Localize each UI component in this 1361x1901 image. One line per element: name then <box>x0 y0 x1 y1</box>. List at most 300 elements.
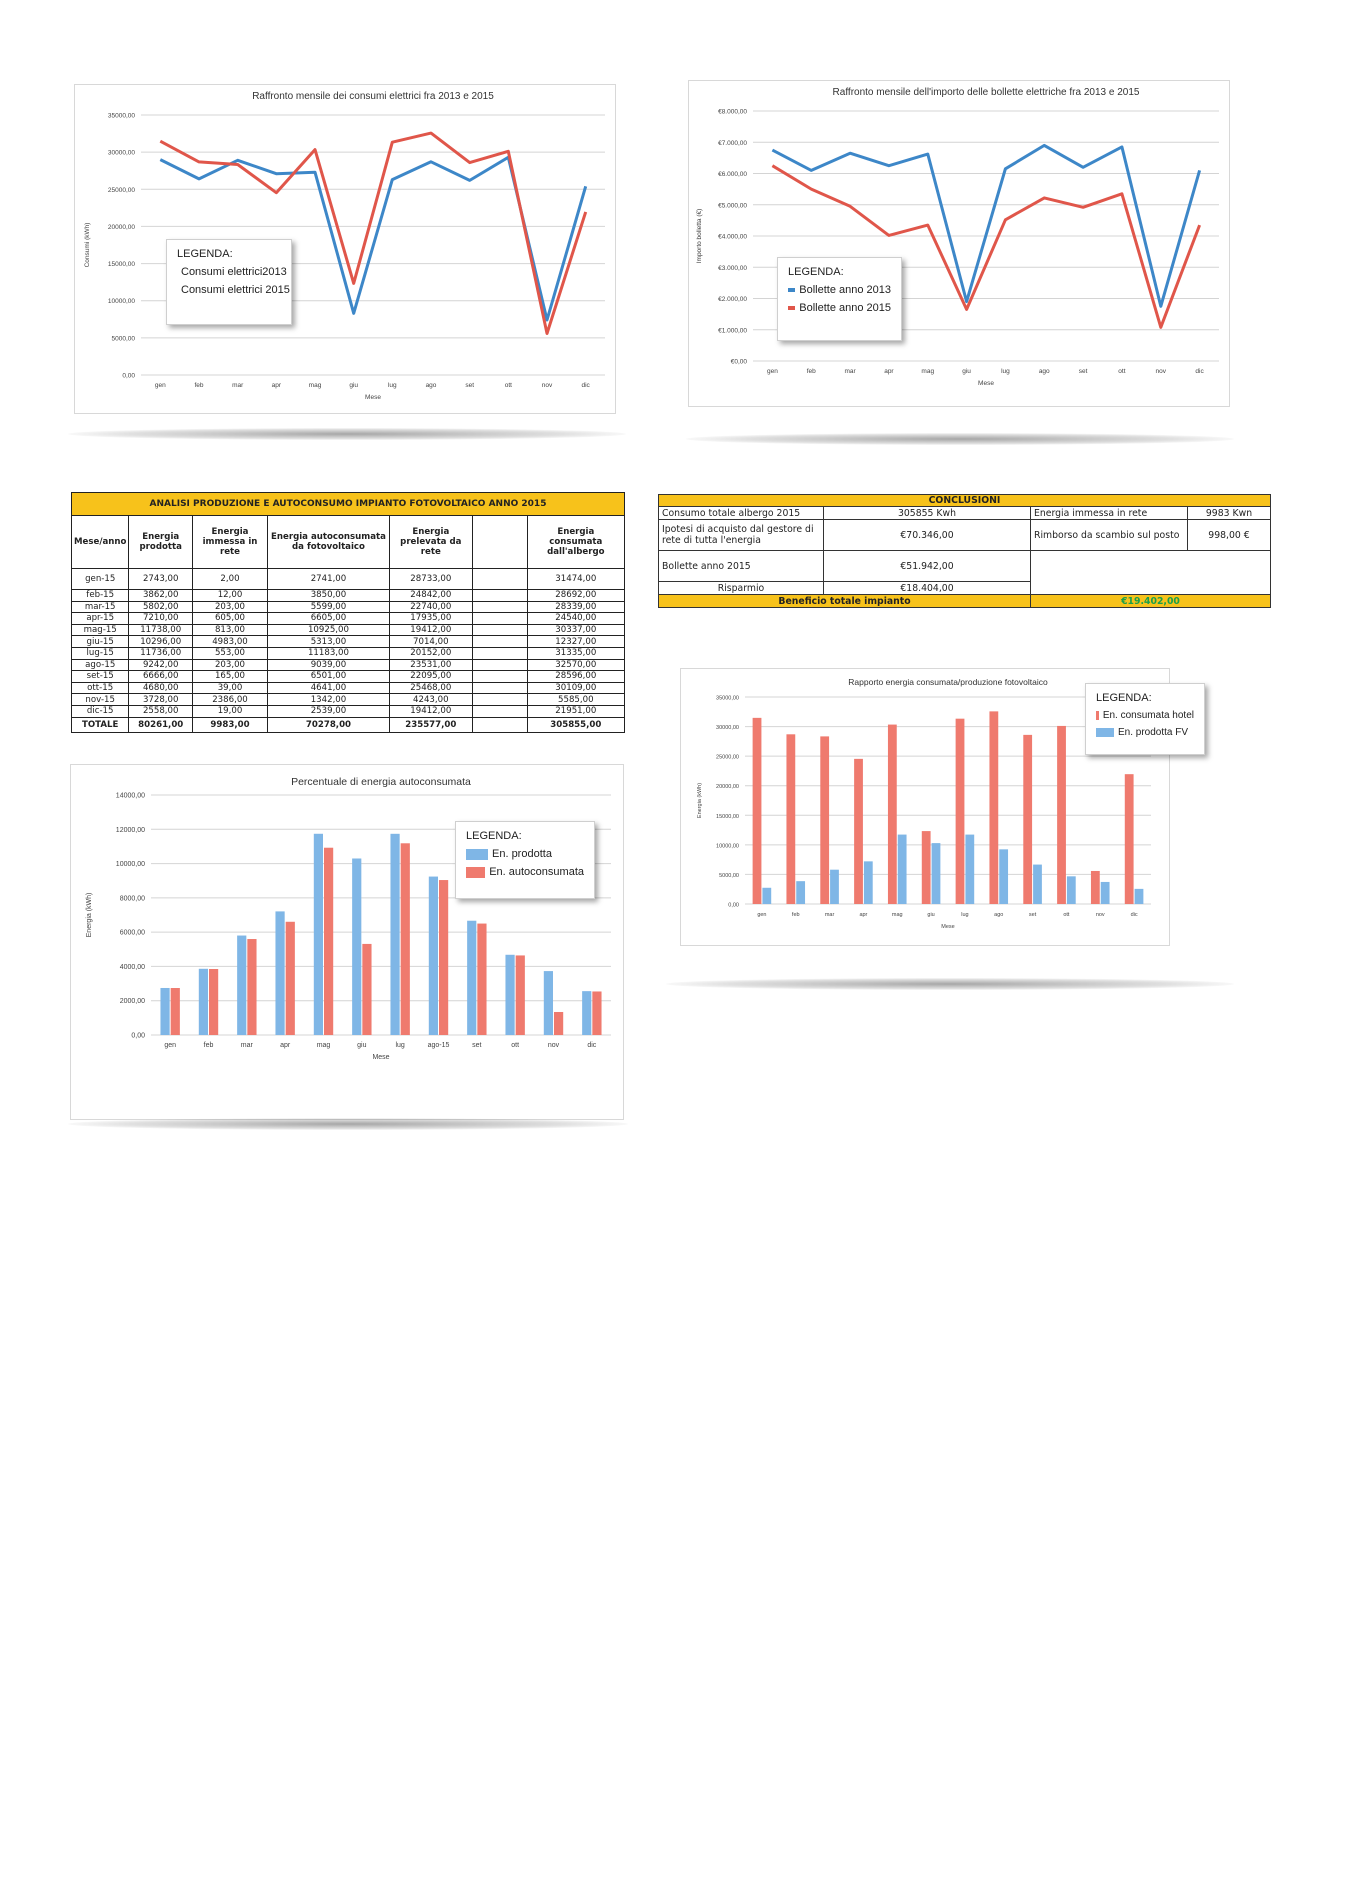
y-tick-label: 6000,00 <box>119 929 145 937</box>
risparmio-label: Risparmio <box>659 582 824 595</box>
immessa-label: Energia immessa in rete <box>1031 507 1188 520</box>
table-cell <box>472 682 527 694</box>
table-row <box>72 613 625 625</box>
chart-title: Rapporto energia consumata/produzione fotovoltaico <box>848 677 1048 687</box>
table-cell: 4243,00 <box>389 694 472 706</box>
table-cell: 2558,00 <box>129 705 193 717</box>
table-cell: 7014,00 <box>389 636 472 648</box>
table-total-cell <box>472 717 527 732</box>
chart-consumi-panel <box>74 84 616 414</box>
table-cell: 813,00 <box>193 624 268 636</box>
table-cell: 7210,00 <box>129 613 193 625</box>
table-cell: 3728,00 <box>129 694 193 706</box>
table-cell <box>472 569 527 590</box>
x-tick-label: gen <box>757 912 767 918</box>
table-row <box>72 601 625 613</box>
x-tick-label: mag <box>308 382 322 389</box>
y-tick-label: 2000,00 <box>119 998 145 1006</box>
table-row <box>72 647 625 659</box>
y-tick-label: 10000,00 <box>107 298 135 306</box>
chart-autoconsumo <box>71 765 623 1119</box>
table-row <box>72 569 625 590</box>
y-tick-label: 25000,00 <box>716 754 739 761</box>
x-tick-label: gen <box>154 382 166 389</box>
y-tick-label: 14000,00 <box>115 792 145 800</box>
table-cell: 4680,00 <box>129 682 193 694</box>
bar-2 <box>554 1012 563 1035</box>
table-cell: 39,00 <box>193 682 268 694</box>
table-total-cell: 9983,00 <box>193 717 268 732</box>
table-cell: 9242,00 <box>129 659 193 671</box>
table-title: ANALISI PRODUZIONE E AUTOCONSUMO IMPIANTO FOTOVOLTAICO ANNO 2015 <box>72 493 625 516</box>
y-tick-label: 12000,00 <box>115 826 145 834</box>
bar-2 <box>362 944 371 1035</box>
table-cell: 19,00 <box>193 705 268 717</box>
table-header-cell: Energia prelevata da rete <box>389 516 472 569</box>
pv-analysis-table <box>71 492 625 733</box>
table-cell <box>472 590 527 602</box>
table-cell: 1342,00 <box>267 694 389 706</box>
y-tick-label: 25000,00 <box>107 186 135 194</box>
y-axis-label: Energia (kWh) <box>86 892 93 938</box>
x-tick-label: nov <box>1155 368 1166 375</box>
consumo-value: 305855 Kwh <box>824 507 1031 520</box>
bar-1 <box>237 936 246 1035</box>
beneficio-label: Beneficio totale impianto <box>659 595 1031 608</box>
chart-consumi-legend <box>166 239 292 325</box>
table-cell: 11738,00 <box>129 624 193 636</box>
x-tick-label: set <box>1028 912 1037 918</box>
table-total-cell: TOTALE <box>72 717 129 732</box>
x-tick-label: mar <box>844 368 856 375</box>
table-cell: set-15 <box>72 671 129 683</box>
x-tick-label: dic <box>1130 912 1138 918</box>
y-tick-label: 0,00 <box>131 1032 145 1040</box>
table-cell: 5599,00 <box>267 601 389 613</box>
y-tick-label: €8.000,00 <box>718 108 747 116</box>
bar-2 <box>1135 889 1144 904</box>
y-tick-label: 0,00 <box>728 902 739 909</box>
table-cell <box>472 613 527 625</box>
bollette-label: Bollette anno 2015 <box>659 551 824 582</box>
table-cell: 2743,00 <box>129 569 193 590</box>
beneficio-value: €19.402,00 <box>1031 595 1271 608</box>
bar-2 <box>1033 865 1042 904</box>
y-tick-label: €6.000,00 <box>718 171 747 178</box>
legend-title: LEGENDA: <box>466 830 522 842</box>
panel-shadow <box>686 433 1234 445</box>
x-tick-label: ago-15 <box>427 1042 450 1049</box>
bar-2 <box>999 849 1008 904</box>
y-tick-label: €4.000,00 <box>718 233 747 241</box>
table-cell: 30109,00 <box>527 682 624 694</box>
table-header-cell: Energia immessa in rete <box>193 516 268 569</box>
x-tick-label: mar <box>824 912 835 918</box>
x-axis-label: Mese <box>365 394 381 401</box>
table-cell: 3862,00 <box>129 590 193 602</box>
table-cell: 203,00 <box>193 601 268 613</box>
legend-item-autoconsumata: En. autoconsumata <box>466 866 584 878</box>
x-tick-label: ott <box>504 382 512 389</box>
bollette-value: €51.942,00 <box>824 551 1031 582</box>
panel-shadow <box>68 1118 628 1130</box>
y-tick-label: €2.000,00 <box>718 296 747 303</box>
table-cell: 10296,00 <box>129 636 193 648</box>
chart-bollette-legend <box>777 257 902 341</box>
bar-1 <box>1023 735 1032 904</box>
x-tick-label: ago <box>425 382 437 389</box>
bar-1 <box>275 911 284 1035</box>
bar-1 <box>505 955 514 1035</box>
table-cell: mar-15 <box>72 601 129 613</box>
table-cell: 11736,00 <box>129 647 193 659</box>
panel-shadow <box>68 428 626 440</box>
x-tick-label: ago <box>1038 368 1050 375</box>
table-cell: 17935,00 <box>389 613 472 625</box>
bar-2 <box>762 888 771 904</box>
table-cell: 12327,00 <box>527 636 624 648</box>
table-cell: 5802,00 <box>129 601 193 613</box>
x-tick-label: nov <box>1095 912 1105 918</box>
chart-autoconsumo-legend <box>455 821 595 899</box>
bar-2 <box>247 939 256 1035</box>
x-tick-label: dic <box>581 382 590 389</box>
bar-1 <box>1057 726 1066 904</box>
table-total-cell: 70278,00 <box>267 717 389 732</box>
legend-item-2013: Bollette anno 2013 <box>788 284 891 296</box>
table-cell: 2386,00 <box>193 694 268 706</box>
table-cell: 11183,00 <box>267 647 389 659</box>
bar-1 <box>922 831 931 904</box>
table-cell: gen-15 <box>72 569 129 590</box>
table-cell: 23531,00 <box>389 659 472 671</box>
x-tick-label: mar <box>232 382 244 389</box>
x-tick-label: ago <box>994 912 1004 918</box>
y-tick-label: 5000,00 <box>719 872 739 879</box>
table-cell: 21951,00 <box>527 705 624 717</box>
bar-1 <box>1091 871 1100 904</box>
table-header-cell: Mese/anno <box>72 516 129 569</box>
bar-2 <box>796 881 805 904</box>
table-cell: 25468,00 <box>389 682 472 694</box>
table-row <box>72 624 625 636</box>
table-cell <box>472 694 527 706</box>
table-header-cell <box>472 516 527 569</box>
table-cell: 22095,00 <box>389 671 472 683</box>
table-header-row <box>72 516 625 569</box>
bar-2 <box>171 988 180 1035</box>
table-cell: 2,00 <box>193 569 268 590</box>
x-tick-label: feb <box>806 368 816 375</box>
chart-title: Percentuale di energia autoconsumata <box>291 776 471 788</box>
chart-consumi <box>75 85 615 413</box>
table-header-cell: Energia prodotta <box>129 516 193 569</box>
x-tick-label: apr <box>271 382 282 389</box>
x-tick-label: ott <box>1063 912 1070 918</box>
x-tick-label: gen <box>766 368 778 375</box>
table-total-cell: 80261,00 <box>129 717 193 732</box>
table-cell: 5585,00 <box>527 694 624 706</box>
table-cell: 24540,00 <box>527 613 624 625</box>
chart-rapporto-legend <box>1085 683 1205 755</box>
table-cell: 203,00 <box>193 659 268 671</box>
bar-2 <box>830 870 839 904</box>
chart-autoconsumo-panel <box>70 764 624 1120</box>
bar-2 <box>965 835 974 904</box>
x-tick-label: giu <box>349 382 359 389</box>
x-axis-label: Mese <box>941 924 955 930</box>
bar-1 <box>352 858 361 1035</box>
bar-2 <box>477 924 486 1035</box>
table-row <box>659 551 1271 582</box>
table-row <box>659 595 1271 608</box>
chart-title: Raffronto mensile dell'importo delle bollette elettriche fra 2013 e 2015 <box>832 87 1140 98</box>
legend-title: LEGENDA: <box>1096 692 1152 704</box>
x-tick-label: dic <box>587 1042 597 1049</box>
table-cell <box>472 705 527 717</box>
y-tick-label: 20000,00 <box>107 223 135 231</box>
table-cell: nov-15 <box>72 694 129 706</box>
x-tick-label: dic <box>1195 368 1204 375</box>
table-cell: 4983,00 <box>193 636 268 648</box>
table-cell: 31335,00 <box>527 647 624 659</box>
rimborso-value: 998,00 € <box>1188 520 1271 551</box>
table-cell: mag-15 <box>72 624 129 636</box>
y-tick-label: 35000,00 <box>107 112 135 120</box>
legend-item-2015: Bollette anno 2015 <box>788 302 891 314</box>
x-tick-label: set <box>465 382 475 389</box>
rimborso-label: Rimborso da scambio sul posto <box>1031 520 1188 551</box>
y-tick-label: €5.000,00 <box>718 202 747 210</box>
x-tick-label: giu <box>357 1042 367 1049</box>
table-row <box>72 682 625 694</box>
table-row <box>72 636 625 648</box>
ipotesi-label: Ipotesi di acquisto dal gestore di rete di tutta l'energia <box>659 520 824 551</box>
table-cell: feb-15 <box>72 590 129 602</box>
bar-2 <box>324 848 333 1035</box>
y-tick-label: 35000,00 <box>716 695 739 702</box>
table-cell: ott-15 <box>72 682 129 694</box>
table-cell: 30337,00 <box>527 624 624 636</box>
table-cell: 553,00 <box>193 647 268 659</box>
table-cell <box>472 624 527 636</box>
x-tick-label: set <box>1078 368 1088 375</box>
bar-1 <box>582 991 591 1035</box>
y-tick-label: 8000,00 <box>119 895 145 903</box>
y-axis-label: Consumi (kWh) <box>84 222 91 268</box>
bar-2 <box>592 991 601 1035</box>
x-tick-label: ott <box>511 1042 520 1049</box>
bar-2 <box>864 861 873 904</box>
table-row <box>659 507 1271 520</box>
y-tick-label: €0,00 <box>730 358 747 366</box>
bar-1 <box>160 988 169 1035</box>
bar-1 <box>429 877 438 1035</box>
table-cell: ago-15 <box>72 659 129 671</box>
legend-item-2013: Consumi elettrici2013 <box>181 266 287 278</box>
x-tick-label: giu <box>962 368 971 375</box>
bar-1 <box>390 834 399 1035</box>
chart-bollette-panel <box>688 80 1230 407</box>
table-cell: 6605,00 <box>267 613 389 625</box>
table-row <box>72 590 625 602</box>
conclusions-title: CONCLUSIONI <box>659 495 1271 507</box>
table-cell: apr-15 <box>72 613 129 625</box>
table-cell: 4641,00 <box>267 682 389 694</box>
table-row <box>72 659 625 671</box>
table-header-cell: Energia consumata dall'albergo <box>527 516 624 569</box>
table-cell <box>472 601 527 613</box>
bar-1 <box>314 834 323 1035</box>
table-row <box>72 694 625 706</box>
table-cell: 12,00 <box>193 590 268 602</box>
x-tick-label: feb <box>194 382 204 389</box>
table-cell: 24842,00 <box>389 590 472 602</box>
x-tick-label: mag <box>891 912 903 918</box>
x-tick-label: lug <box>1001 368 1010 375</box>
table-cell: 605,00 <box>193 613 268 625</box>
panel-shadow <box>666 978 1234 990</box>
consumo-label: Consumo totale albergo 2015 <box>659 507 824 520</box>
bar-1 <box>888 725 897 904</box>
bar-2 <box>516 955 525 1035</box>
table-cell: 5313,00 <box>267 636 389 648</box>
table-cell: lug-15 <box>72 647 129 659</box>
legend-item-prodotta: En. prodotta FV <box>1096 727 1194 738</box>
ipotesi-value: €70.346,00 <box>824 520 1031 551</box>
x-tick-label: apr <box>884 368 894 375</box>
table-row <box>659 520 1271 551</box>
empty-cell <box>1031 551 1271 595</box>
bar-2 <box>1067 876 1076 904</box>
table-cell <box>472 671 527 683</box>
y-axis-label: Energia (kWh) <box>697 782 703 819</box>
y-axis-label: Importo bolletta (€) <box>696 208 703 264</box>
bar-2 <box>1101 882 1110 904</box>
y-tick-label: 10000,00 <box>115 861 145 869</box>
table-cell: 28596,00 <box>527 671 624 683</box>
x-tick-label: apr <box>280 1042 291 1049</box>
x-tick-label: giu <box>927 912 935 918</box>
x-tick-label: lug <box>961 912 969 918</box>
bar-1 <box>854 759 863 904</box>
y-tick-label: 4000,00 <box>119 963 145 971</box>
x-axis-label: Mese <box>372 1054 390 1061</box>
table-cell: 10925,00 <box>267 624 389 636</box>
table-cell: 3850,00 <box>267 590 389 602</box>
table-cell: 22740,00 <box>389 601 472 613</box>
x-tick-label: lug <box>387 382 397 389</box>
bar-1 <box>989 711 998 904</box>
bar-1 <box>820 736 829 904</box>
y-tick-label: 20000,00 <box>716 784 739 791</box>
bar-1 <box>956 719 965 904</box>
table-cell: 2741,00 <box>267 569 389 590</box>
table-cell: giu-15 <box>72 636 129 648</box>
x-tick-label: apr <box>859 912 868 918</box>
bar-1 <box>467 921 476 1035</box>
table-header-cell: Energia autoconsumata da fotovoltaico <box>267 516 389 569</box>
conclusions-table <box>658 494 1271 608</box>
y-tick-label: 0,00 <box>122 372 135 380</box>
bar-2 <box>209 969 218 1035</box>
table-cell: 19412,00 <box>389 624 472 636</box>
y-tick-label: €7.000,00 <box>718 139 747 147</box>
table-total-row <box>72 717 625 732</box>
bar-2 <box>286 922 295 1035</box>
table-cell: 6666,00 <box>129 671 193 683</box>
bar-2 <box>932 843 941 904</box>
x-tick-label: ott <box>1118 368 1126 375</box>
table-cell <box>472 659 527 671</box>
table-total-cell: 235577,00 <box>389 717 472 732</box>
y-tick-label: €3.000,00 <box>718 264 747 272</box>
table-cell: 28733,00 <box>389 569 472 590</box>
table-cell: 6501,00 <box>267 671 389 683</box>
x-tick-label: nov <box>547 1042 560 1049</box>
bar-1 <box>199 969 208 1035</box>
risparmio-value: €18.404,00 <box>824 582 1031 595</box>
y-tick-label: €1.000,00 <box>718 327 747 335</box>
y-tick-label: 10000,00 <box>716 843 739 850</box>
chart-bollette <box>689 81 1229 406</box>
bar-2 <box>898 835 907 904</box>
table-cell: 165,00 <box>193 671 268 683</box>
legend-title: LEGENDA: <box>177 248 233 260</box>
bar-1 <box>1125 774 1134 904</box>
table-cell: 32570,00 <box>527 659 624 671</box>
table-cell: 20152,00 <box>389 647 472 659</box>
x-axis-label: Mese <box>978 380 994 387</box>
x-tick-label: feb <box>791 912 800 918</box>
bar-1 <box>544 971 553 1035</box>
chart-title: Raffronto mensile dei consumi elettrici fra 2013 e 2015 <box>252 91 494 102</box>
x-tick-label: mag <box>921 368 935 375</box>
table-total-cell: 305855,00 <box>527 717 624 732</box>
bar-1 <box>786 734 795 904</box>
x-tick-label: lug <box>395 1042 405 1049</box>
table-cell <box>472 647 527 659</box>
table-row <box>72 705 625 717</box>
table-row <box>72 671 625 683</box>
x-tick-label: set <box>472 1042 482 1049</box>
legend-item-consumata: En. consumata hotel <box>1096 710 1194 721</box>
bar-1 <box>753 718 762 904</box>
table-cell: 28339,00 <box>527 601 624 613</box>
x-tick-label: mag <box>316 1042 331 1049</box>
y-tick-label: 30000,00 <box>107 149 135 157</box>
bar-2 <box>439 880 448 1035</box>
table-cell <box>472 636 527 648</box>
y-tick-label: 15000,00 <box>716 813 739 820</box>
table-cell: 28692,00 <box>527 590 624 602</box>
x-tick-label: gen <box>164 1042 177 1049</box>
x-tick-label: nov <box>541 382 553 389</box>
y-tick-label: 5000,00 <box>111 335 135 343</box>
table-cell: 9039,00 <box>267 659 389 671</box>
table-cell: 31474,00 <box>527 569 624 590</box>
y-tick-label: 15000,00 <box>107 261 135 269</box>
immessa-value: 9983 Kwn <box>1188 507 1271 520</box>
table-cell: 2539,00 <box>267 705 389 717</box>
legend-title: LEGENDA: <box>788 266 844 278</box>
bar-2 <box>401 843 410 1035</box>
table-cell: 19412,00 <box>389 705 472 717</box>
y-tick-label: 30000,00 <box>716 725 739 732</box>
table-cell: dic-15 <box>72 705 129 717</box>
legend-item-2015: Consumi elettrici 2015 <box>181 284 290 296</box>
x-tick-label: feb <box>203 1042 214 1049</box>
